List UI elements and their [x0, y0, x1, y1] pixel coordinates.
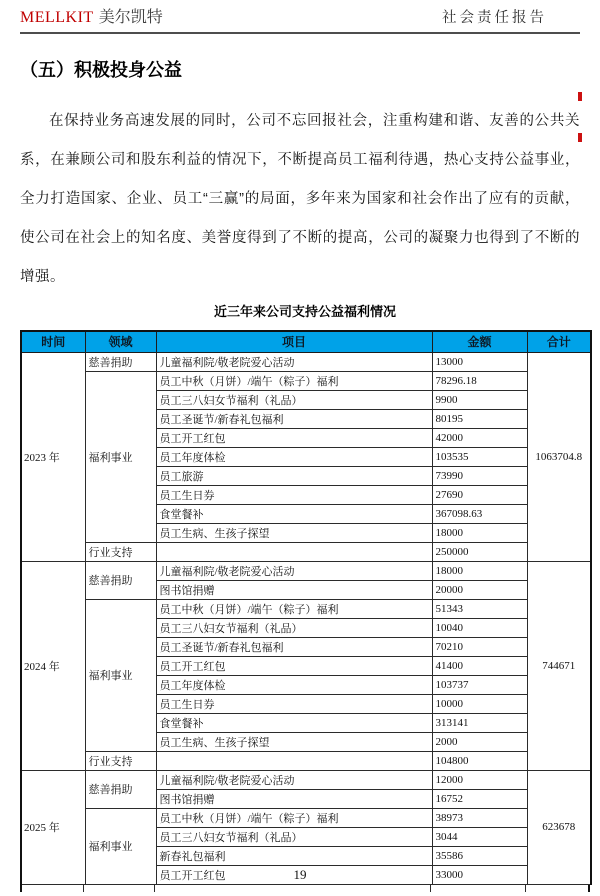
table-header-row [21, 331, 591, 352]
project-cell: 员工开工红包 [156, 656, 432, 675]
page-number: 19 [293, 867, 307, 882]
column-header: 领域 [85, 331, 156, 352]
column-header: 合计 [527, 331, 591, 352]
amount-cell: 78296.18 [432, 371, 527, 390]
amount-cell: 20000 [432, 580, 527, 599]
total-cell: 623678 [527, 770, 591, 884]
page-footer [0, 867, 600, 883]
brand-logo: MELLKIT [20, 9, 94, 26]
project-cell: 员工中秋（月饼）/端午（粽子）福利 [156, 599, 432, 618]
amount-cell: 80195 [432, 409, 527, 428]
domain-cell: 慈善捐助 [85, 770, 156, 808]
brand [20, 9, 163, 27]
amount-cell: 51343 [432, 599, 527, 618]
project-cell: 食堂餐补 [156, 504, 432, 523]
domain-cell: 行业支持 [85, 751, 156, 770]
revision-mark [578, 92, 582, 101]
project-cell: 图书馆捐赠 [156, 789, 432, 808]
amount-cell: 16752 [432, 789, 527, 808]
amount-cell: 10000 [432, 694, 527, 713]
column-header: 金额 [432, 331, 527, 352]
amount-cell: 12000 [432, 770, 527, 789]
amount-cell: 103737 [432, 675, 527, 694]
doc-title: 社会责任报告 [442, 10, 547, 26]
brand-name-cn: 美尔凯特 [98, 9, 163, 26]
table-cut-stub [20, 885, 590, 892]
table-row [21, 371, 591, 390]
amount-cell: 103535 [432, 447, 527, 466]
project-cell [156, 542, 432, 561]
table-row [21, 352, 591, 371]
project-cell: 员工生病、生孩子探望 [156, 523, 432, 542]
project-cell: 员工三八妇女节福利（礼品） [156, 827, 432, 846]
amount-cell: 38973 [432, 808, 527, 827]
domain-cell: 慈善捐助 [85, 352, 156, 371]
project-cell: 员工中秋（月饼）/端午（粽子）福利 [156, 371, 432, 390]
body-paragraph: 在保持业务高速发展的同时，公司不忘回报社会，注重构建和谐、友善的公共关系，在兼顾公司和股东利益的情况下，不断提高员工福利待遇，热心支持公益事业，全力打造国家、企业、员工“三赢”的局面，多年来为国家和社会作出了应有的贡献，使公司在社会上的知名度、美誉度得到了不断的提高，公司的凝聚力也得到了不断的增强。 [20, 113, 580, 285]
amount-cell: 27690 [432, 485, 527, 504]
table-row [21, 561, 591, 580]
table-row [21, 599, 591, 618]
welfare-table [20, 330, 592, 885]
amount-cell: 18000 [432, 561, 527, 580]
project-cell: 员工年度体检 [156, 447, 432, 466]
amount-cell: 42000 [432, 428, 527, 447]
project-cell: 儿童福利院/敬老院爱心活动 [156, 770, 432, 789]
amount-cell: 367098.63 [432, 504, 527, 523]
table-body [21, 352, 591, 884]
project-cell: 图书馆捐赠 [156, 580, 432, 599]
project-cell: 员工圣诞节/新春礼包福利 [156, 409, 432, 428]
column-header: 时间 [21, 331, 85, 352]
project-cell: 员工生日券 [156, 485, 432, 504]
amount-cell: 313141 [432, 713, 527, 732]
amount-cell: 9900 [432, 390, 527, 409]
project-cell [156, 751, 432, 770]
amount-cell: 70210 [432, 637, 527, 656]
total-cell: 1063704.8 [527, 352, 591, 561]
amount-cell: 250000 [432, 542, 527, 561]
page-header [20, 0, 580, 27]
project-cell: 员工年度体检 [156, 675, 432, 694]
year-cell: 2023 年 [21, 352, 85, 561]
project-cell: 员工三八妇女节福利（礼品） [156, 618, 432, 637]
project-cell: 员工开工红包 [156, 865, 432, 884]
amount-cell: 33000 [432, 865, 527, 884]
amount-cell: 73990 [432, 466, 527, 485]
table-row [21, 751, 591, 770]
project-cell: 员工中秋（月饼）/端午（粽子）福利 [156, 808, 432, 827]
domain-cell: 福利事业 [85, 808, 156, 884]
amount-cell: 13000 [432, 352, 527, 371]
revision-mark [578, 133, 582, 142]
project-cell: 员工开工红包 [156, 428, 432, 447]
header-rule [20, 32, 580, 34]
amount-cell: 3044 [432, 827, 527, 846]
project-cell: 儿童福利院/敬老院爱心活动 [156, 352, 432, 371]
amount-cell: 2000 [432, 732, 527, 751]
project-cell: 员工三八妇女节福利（礼品） [156, 390, 432, 409]
project-cell: 新春礼包福利 [156, 846, 432, 865]
amount-cell: 18000 [432, 523, 527, 542]
domain-cell: 福利事业 [85, 371, 156, 542]
year-cell: 2024 年 [21, 561, 85, 770]
amount-cell: 104800 [432, 751, 527, 770]
project-cell: 员工旅游 [156, 466, 432, 485]
table-row [21, 808, 591, 827]
project-cell: 食堂餐补 [156, 713, 432, 732]
project-cell: 员工圣诞节/新春礼包福利 [156, 637, 432, 656]
year-cell: 2025 年 [21, 770, 85, 884]
domain-cell: 慈善捐助 [85, 561, 156, 599]
table-row [21, 770, 591, 789]
table-row [21, 542, 591, 561]
domain-cell: 福利事业 [85, 599, 156, 751]
domain-cell: 行业支持 [85, 542, 156, 561]
table-title: 近三年来公司支持公益福利情况 [213, 304, 396, 319]
total-cell: 744671 [527, 561, 591, 770]
amount-cell: 35586 [432, 846, 527, 865]
section-heading: （五）积极投身公益 [20, 60, 182, 80]
column-header: 项目 [156, 331, 432, 352]
project-cell: 员工生日券 [156, 694, 432, 713]
project-cell: 员工生病、生孩子探望 [156, 732, 432, 751]
project-cell: 儿童福利院/敬老院爱心活动 [156, 561, 432, 580]
amount-cell: 41400 [432, 656, 527, 675]
amount-cell: 10040 [432, 618, 527, 637]
